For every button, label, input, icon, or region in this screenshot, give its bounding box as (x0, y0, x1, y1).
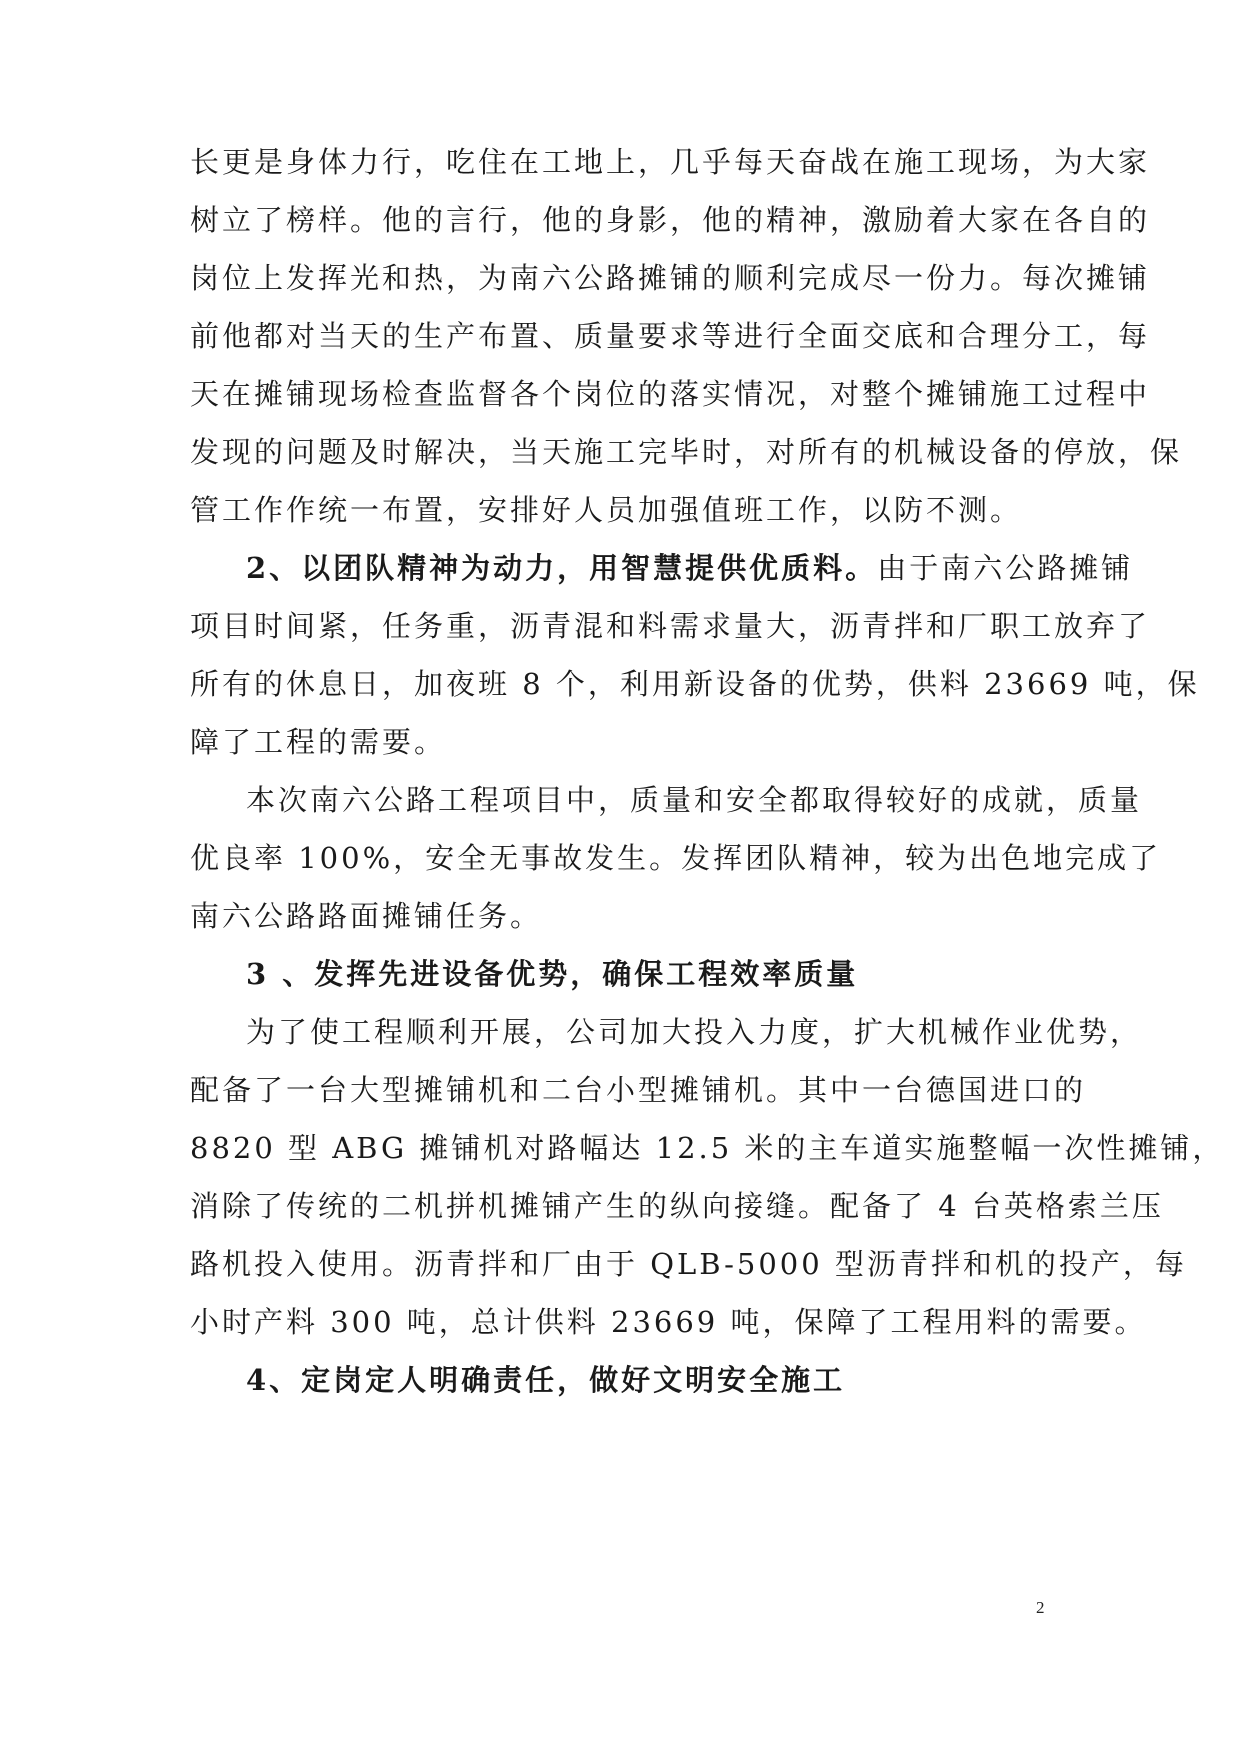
body-text-line: 为了使工程顺利开展，公司加大投入力度，扩大机械作业优势， (246, 1015, 1143, 1049)
section-2-heading-line (246, 539, 1134, 597)
body-text-line: 配备了一台大型摊铺机和二台小型摊铺机。其中一台德国进口的 (190, 1073, 1087, 1107)
body-text-inline: 由于南六公路摊铺 (877, 551, 1134, 585)
body-text-line: 长更是身体力行，吃住在工地上，几乎每天奋战在施工现场，为大家 (190, 145, 1151, 179)
body-text-line: 优良率 100%，安全无事故发生。发挥团队精神，较为出色地完成了 (190, 841, 1162, 875)
body-text-line: 前他都对当天的生产布置、质量要求等进行全面交底和合理分工，每 (190, 319, 1151, 353)
body-text-line: 8820 型 ABG 摊铺机对路幅达 12.5 米的主车道实施整幅一次性摊铺， (190, 1131, 1225, 1165)
body-text-line: 发现的问题及时解决，当天施工完毕时，对所有的机械设备的停放，保 (190, 435, 1183, 469)
section-2-heading: 2、以团队精神为动力，用智慧提供优质料。 (246, 551, 878, 585)
body-text-line: 南六公路路面摊铺任务。 (190, 899, 543, 933)
body-text-line: 树立了榜样。他的言行，他的身影，他的精神，激励着大家在各自的 (190, 203, 1151, 237)
body-text-line: 管工作作统一布置，安排好人员加强值班工作，以防不测。 (190, 493, 1023, 527)
body-text-line: 消除了传统的二机拼机摊铺产生的纵向接缝。配备了 4 台英格索兰压 (190, 1189, 1164, 1223)
body-text-line: 路机投入使用。沥青拌和厂由于 QLB-5000 型沥青拌和机的投产，每 (190, 1247, 1187, 1281)
section-4-heading: 4、定岗定人明确责任，做好文明安全施工 (246, 1363, 846, 1397)
body-text-line: 本次南六公路工程项目中，质量和安全都取得较好的成就，质量 (246, 783, 1143, 817)
body-text-line: 天在摊铺现场检查监督各个岗位的落实情况，对整个摊铺施工过程中 (190, 377, 1151, 411)
section-3-heading: 3 、发挥先进设备优势，确保工程效率质量 (246, 957, 859, 991)
body-text-line: 障了工程的需要。 (190, 725, 447, 759)
page-number: 2 (1036, 1598, 1045, 1617)
body-text-line: 项目时间紧，任务重，沥青混和料需求量大，沥青拌和厂职工放弃了 (190, 609, 1151, 643)
body-text-line: 所有的休息日，加夜班 8 个，利用新设备的优势，供料 23669 吨，保 (190, 667, 1200, 701)
body-text-line: 岗位上发挥光和热，为南六公路摊铺的顺利完成尽一份力。每次摊铺 (190, 261, 1151, 295)
body-text-line: 小时产料 300 吨，总计供料 23669 吨，保障了工程用料的需要。 (190, 1305, 1147, 1339)
